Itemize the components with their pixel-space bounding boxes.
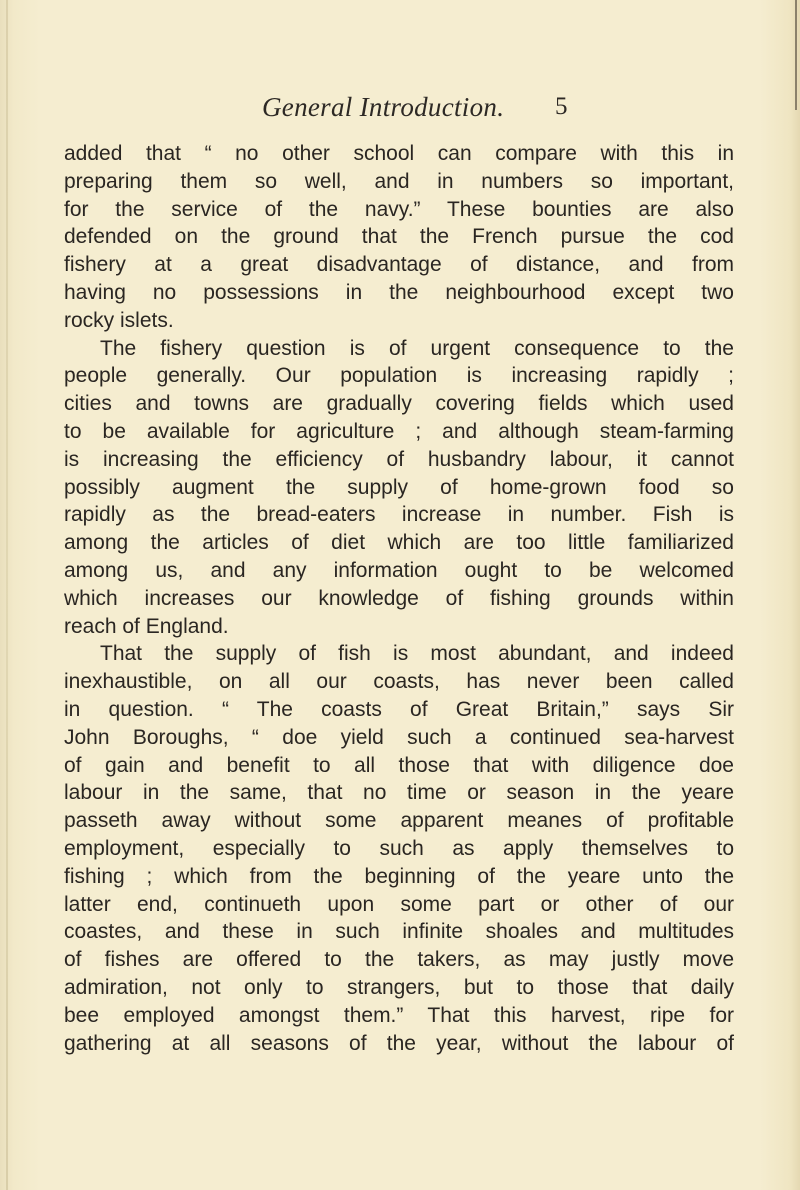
text-line: admiration, not only to strangers, but to those that daily [64, 975, 734, 999]
text-line: latter end, continueth upon some part or other of our [64, 892, 734, 916]
text-line: fishing ; which from the beginning of the yeare unto the [64, 864, 734, 888]
text-line: gathering at all seasons of the year, without the labour of [64, 1031, 734, 1055]
text-line: labour in the same, that no time or season in the yeare [64, 781, 734, 805]
text-line: of gain and benefit to all those that with diligence doe [64, 753, 734, 777]
text-line: passeth away without some apparent meanes of profitable [64, 809, 734, 833]
paragraph-2 [64, 335, 734, 641]
text-line: is increasing the efficiency of husbandry labour, it cannot [64, 447, 734, 471]
page-gutter [6, 0, 8, 1190]
text-line: employment, especially to such as apply themselves to [64, 836, 734, 860]
text-line: rocky islets. [64, 308, 174, 332]
text-line: defended on the ground that the French pursue the cod [64, 225, 734, 249]
page-number: 5 [555, 93, 568, 120]
text-line: rapidly as the bread-eaters increase in number. Fish is [64, 503, 734, 527]
text-line: That the supply of fish is most abundant, and indeed [100, 642, 734, 666]
text-line: to be available for agriculture ; and although steam-farming [64, 419, 734, 443]
text-line: which increases our knowledge of fishing grounds within [64, 586, 734, 610]
running-head-title: General Introduction. [262, 92, 505, 122]
text-line: coastes, and these in such infinite shoales and multitudes [64, 920, 734, 944]
text-line: cities and towns are gradually covering fields which used [64, 392, 734, 416]
paragraph-3 [64, 640, 734, 1057]
paragraph-1 [64, 140, 734, 335]
text-line: possibly augment the supply of home-grown food so [64, 475, 734, 499]
text-line: for the service of the navy.” These bounties are also [64, 197, 734, 221]
text-line: reach of England. [64, 614, 229, 638]
text-line: of fishes are offered to the takers, as may justly move [64, 948, 734, 972]
text-line: people generally. Our population is increasing rapidly ; [64, 364, 734, 388]
text-line: added that “ no other school can compare with this in [64, 142, 734, 165]
text-line: bee employed amongst them.” That this harvest, ripe for [64, 1003, 734, 1027]
text-line: preparing them so well, and in numbers so important, [64, 169, 734, 193]
page-header [0, 90, 800, 130]
text-line: among us, and any information ought to be welcomed [64, 558, 734, 582]
body-text [64, 140, 734, 1057]
text-line: fishery at a great disadvantage of distance, and from [64, 253, 734, 277]
text-line: John Boroughs, “ doe yield such a continued sea-harvest [64, 725, 734, 749]
text-line: in question. “ The coasts of Great Britain,” says Sir [64, 697, 734, 721]
text-line: The fishery question is of urgent consequence to the [100, 336, 734, 360]
text-line: having no possessions in the neighbourhood except two [64, 280, 734, 304]
text-line: among the articles of diet which are too little familiarized [64, 531, 734, 555]
text-line: inexhaustible, on all our coasts, has never been called [64, 670, 734, 694]
